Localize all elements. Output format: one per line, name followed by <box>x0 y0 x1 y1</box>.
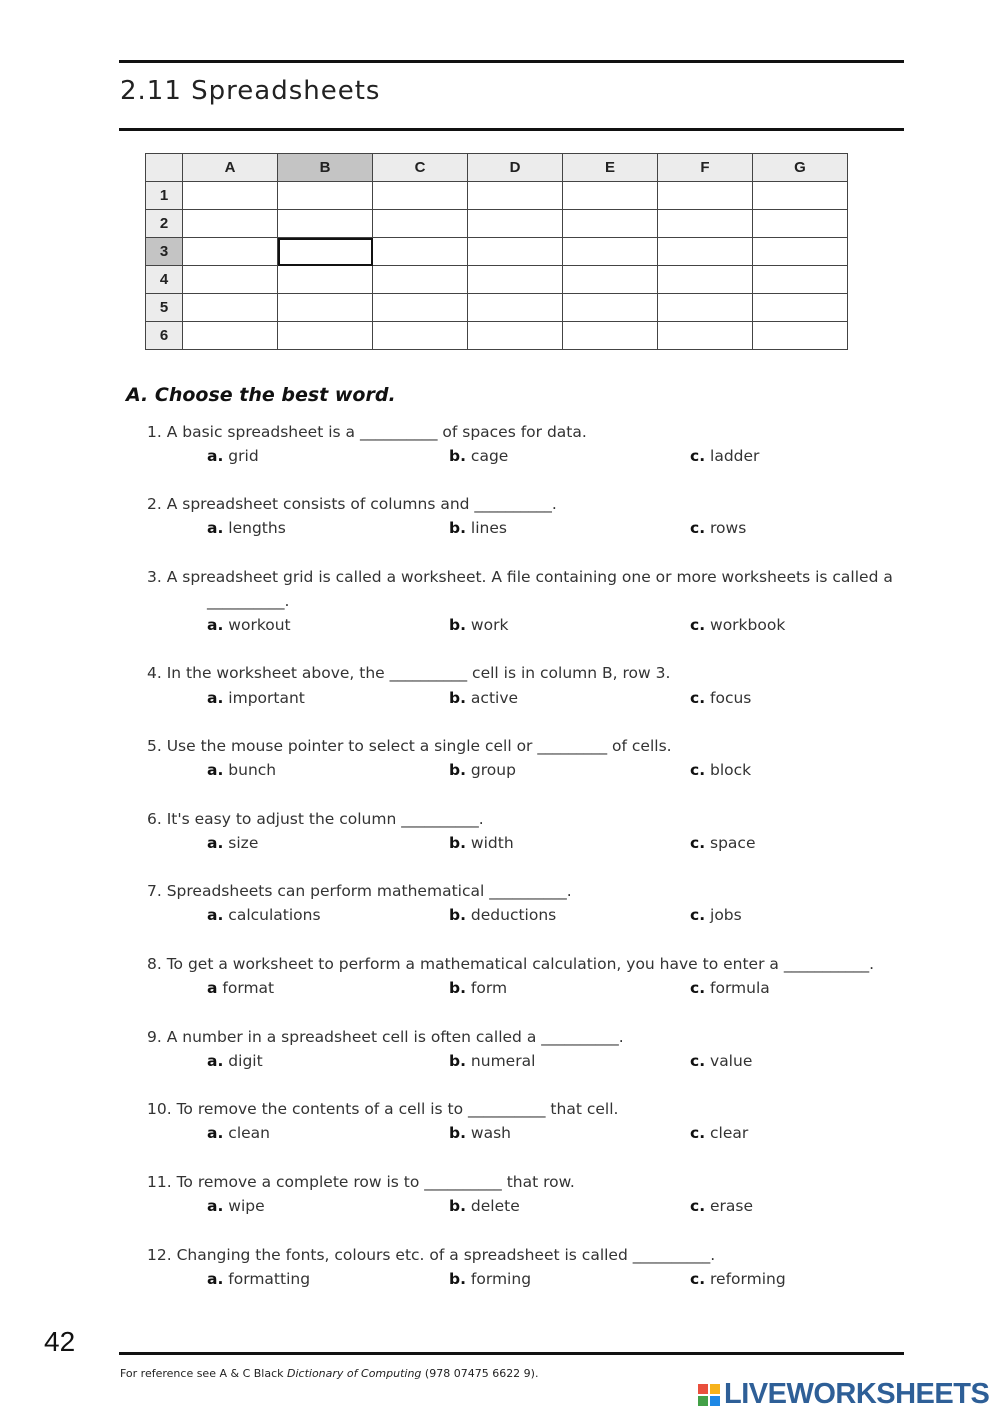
q9-option-a[interactable] <box>207 1052 263 1070</box>
option-letter: c. <box>690 1124 706 1142</box>
cell <box>373 322 468 350</box>
q3-option-a[interactable] <box>207 616 291 634</box>
column-header-g: G <box>753 154 848 182</box>
option-letter: c. <box>690 1052 706 1070</box>
option-word: workout <box>228 616 291 634</box>
option-word: form <box>470 979 508 997</box>
question-12-text: 12. Changing the fonts, colours etc. of a spreadsheet is called __________. <box>147 1246 716 1264</box>
option-letter: a. <box>207 519 224 537</box>
footer-rule <box>119 1352 904 1355</box>
column-header-a: A <box>183 154 278 182</box>
q4-option-b[interactable] <box>449 689 518 707</box>
cell <box>753 182 848 210</box>
cell <box>753 322 848 350</box>
option-letter: b. <box>449 616 466 634</box>
option-word: block <box>710 761 752 779</box>
cell <box>753 238 848 266</box>
option-letter: b. <box>449 1197 466 1215</box>
q12-option-a[interactable] <box>207 1270 310 1288</box>
cell <box>183 238 278 266</box>
option-word: bunch <box>228 761 277 779</box>
q2-option-a[interactable] <box>207 519 286 537</box>
column-header-row <box>146 154 848 182</box>
cell <box>658 238 753 266</box>
cell <box>658 182 753 210</box>
option-word: focus <box>710 689 752 707</box>
q4-option-c[interactable] <box>690 689 751 707</box>
option-word: calculations <box>228 906 321 924</box>
option-letter: b. <box>449 979 466 997</box>
logo-square <box>698 1396 708 1406</box>
option-word: formatting <box>228 1270 311 1288</box>
q9-option-c[interactable] <box>690 1052 752 1070</box>
page-number: 42 <box>44 1326 76 1357</box>
option-word: cage <box>470 447 509 465</box>
row-header-1: 1 <box>146 182 183 210</box>
option-word: group <box>470 761 516 779</box>
cell <box>658 294 753 322</box>
option-letter: c. <box>690 834 706 852</box>
q11-option-a[interactable] <box>207 1197 265 1215</box>
q1-option-c[interactable] <box>690 447 759 465</box>
option-letter: c. <box>690 1197 706 1215</box>
option-letter: c. <box>690 519 706 537</box>
option-word: digit <box>228 1052 263 1070</box>
cell <box>468 182 563 210</box>
option-word: deductions <box>470 906 557 924</box>
q7-option-c[interactable] <box>690 906 742 924</box>
option-letter: b. <box>449 906 466 924</box>
question-2-text: 2. A spreadsheet consists of columns and __________. <box>147 495 557 513</box>
top-rule <box>119 60 904 63</box>
q10-option-b[interactable] <box>449 1124 511 1142</box>
cell <box>753 266 848 294</box>
cell <box>563 182 658 210</box>
reference-prefix: For reference see A & C Black <box>120 1367 287 1380</box>
option-word: lengths <box>228 519 286 537</box>
option-letter: a. <box>207 447 224 465</box>
q2-option-c[interactable] <box>690 519 746 537</box>
q9-option-b[interactable] <box>449 1052 535 1070</box>
cell <box>563 266 658 294</box>
cell <box>468 294 563 322</box>
question-3-text: 3. A spreadsheet grid is called a worksheet. A file containing one or more worksheets is called a <box>147 568 893 586</box>
cell <box>753 294 848 322</box>
option-letter: b. <box>449 1124 466 1142</box>
cell <box>658 210 753 238</box>
q8-option-a[interactable] <box>207 979 274 997</box>
q8-option-c[interactable] <box>690 979 770 997</box>
reference-note <box>120 1367 538 1380</box>
cell <box>468 210 563 238</box>
cell <box>373 266 468 294</box>
option-letter: a. <box>207 761 224 779</box>
q12-option-b[interactable] <box>449 1270 531 1288</box>
cell <box>658 322 753 350</box>
question-4-text: 4. In the worksheet above, the __________ cell is in column B, row 3. <box>147 664 671 682</box>
option-letter: a <box>207 979 218 997</box>
option-letter: c. <box>690 906 706 924</box>
corner-cell <box>146 154 183 182</box>
option-letter: c. <box>690 447 706 465</box>
q7-option-b[interactable] <box>449 906 556 924</box>
option-letter: c. <box>690 616 706 634</box>
option-letter: a. <box>207 1124 224 1142</box>
q1-option-a[interactable] <box>207 447 259 465</box>
spreadsheet-grid <box>145 153 848 350</box>
cell <box>658 266 753 294</box>
option-word: size <box>228 834 259 852</box>
cell <box>373 210 468 238</box>
cell <box>563 238 658 266</box>
title-rule <box>119 128 904 131</box>
option-word: workbook <box>710 616 786 634</box>
row-header-4: 4 <box>146 266 183 294</box>
cell <box>753 210 848 238</box>
question-3-continuation: __________. <box>207 592 290 610</box>
grid-row <box>146 266 848 294</box>
logo-text: LIVEWORKSHEETS <box>724 1378 990 1410</box>
option-letter: b. <box>449 689 466 707</box>
option-letter: a. <box>207 1197 224 1215</box>
cell <box>278 182 373 210</box>
option-letter: b. <box>449 834 466 852</box>
option-word: work <box>470 616 509 634</box>
logo-square <box>698 1384 708 1394</box>
grid-row <box>146 322 848 350</box>
cell <box>468 238 563 266</box>
option-word: grid <box>228 447 259 465</box>
q10-option-a[interactable] <box>207 1124 270 1142</box>
cell <box>183 210 278 238</box>
option-letter: b. <box>449 447 466 465</box>
cell <box>468 322 563 350</box>
question-6-text: 6. It's easy to adjust the column __________. <box>147 810 484 828</box>
question-5-text: 5. Use the mouse pointer to select a single cell or _________ of cells. <box>147 737 672 755</box>
reference-title: Dictionary of Computing <box>287 1367 422 1380</box>
cell <box>373 238 468 266</box>
cell <box>563 210 658 238</box>
option-word: jobs <box>710 906 742 924</box>
grid-row <box>146 294 848 322</box>
row-header-6: 6 <box>146 322 183 350</box>
cell <box>468 266 563 294</box>
cell <box>183 294 278 322</box>
cell <box>563 294 658 322</box>
option-word: wipe <box>228 1197 265 1215</box>
q11-option-c[interactable] <box>690 1197 753 1215</box>
column-header-d: D <box>468 154 563 182</box>
option-word: wash <box>470 1124 511 1142</box>
logo-squares-icon <box>698 1384 720 1406</box>
cell <box>183 322 278 350</box>
q2-option-b[interactable] <box>449 519 507 537</box>
option-word: width <box>470 834 514 852</box>
q6-option-b[interactable] <box>449 834 514 852</box>
q5-option-b[interactable] <box>449 761 516 779</box>
option-letter: a. <box>207 616 224 634</box>
q3-option-b[interactable] <box>449 616 508 634</box>
grid-row <box>146 210 848 238</box>
q1-option-b[interactable] <box>449 447 508 465</box>
option-word: ladder <box>710 447 760 465</box>
question-9-text: 9. A number in a spreadsheet cell is often called a __________. <box>147 1028 624 1046</box>
q6-option-c[interactable] <box>690 834 756 852</box>
cell <box>373 294 468 322</box>
question-11-text: 11. To remove a complete row is to __________ that row. <box>147 1173 575 1191</box>
liveworksheets-logo[interactable] <box>698 1378 989 1411</box>
cell <box>278 294 373 322</box>
cell <box>373 182 468 210</box>
question-1-text: 1. A basic spreadsheet is a __________ of spaces for data. <box>147 423 587 441</box>
question-8-text: 8. To get a worksheet to perform a mathematical calculation, you have to enter a ___________. <box>147 955 874 973</box>
option-letter: c. <box>690 761 706 779</box>
option-word: forming <box>470 1270 532 1288</box>
cell <box>183 266 278 294</box>
option-word: numeral <box>470 1052 536 1070</box>
reference-suffix: (978 07475 6622 9). <box>421 1367 539 1380</box>
grid-row <box>146 182 848 210</box>
option-letter: a. <box>207 834 224 852</box>
option-word: value <box>710 1052 753 1070</box>
option-word: rows <box>710 519 747 537</box>
option-word: formula <box>710 979 770 997</box>
logo-square <box>710 1384 720 1394</box>
option-word: clean <box>228 1124 270 1142</box>
q12-option-c[interactable] <box>690 1270 786 1288</box>
q8-option-b[interactable] <box>449 979 507 997</box>
page-title: 2.11 Spreadsheets <box>120 76 381 106</box>
option-word: important <box>228 689 305 707</box>
q5-option-a[interactable] <box>207 761 276 779</box>
column-header-b: B <box>278 154 373 182</box>
option-letter: a. <box>207 1270 224 1288</box>
grid-row <box>146 238 848 266</box>
option-letter: a. <box>207 906 224 924</box>
option-letter: c. <box>690 1270 706 1288</box>
option-letter: b. <box>449 1270 466 1288</box>
row-header-5: 5 <box>146 294 183 322</box>
option-letter: b. <box>449 1052 466 1070</box>
option-word: clear <box>710 1124 749 1142</box>
option-word: format <box>222 979 275 997</box>
q7-option-a[interactable] <box>207 906 321 924</box>
option-letter: c. <box>690 689 706 707</box>
q4-option-a[interactable] <box>207 689 305 707</box>
option-word: lines <box>470 519 507 537</box>
option-letter: a. <box>207 689 224 707</box>
row-header-3: 3 <box>146 238 183 266</box>
q10-option-c[interactable] <box>690 1124 748 1142</box>
option-letter: a. <box>207 1052 224 1070</box>
option-word: reforming <box>710 1270 786 1288</box>
row-header-2: 2 <box>146 210 183 238</box>
option-word: erase <box>710 1197 754 1215</box>
option-letter: b. <box>449 761 466 779</box>
column-header-e: E <box>563 154 658 182</box>
cell <box>563 322 658 350</box>
cell <box>278 266 373 294</box>
section-title: A. Choose the best word. <box>126 384 396 406</box>
column-header-f: F <box>658 154 753 182</box>
option-letter: c. <box>690 979 706 997</box>
option-letter: b. <box>449 519 466 537</box>
option-word: delete <box>470 1197 520 1215</box>
q5-option-c[interactable] <box>690 761 751 779</box>
q3-option-c[interactable] <box>690 616 785 634</box>
q6-option-a[interactable] <box>207 834 258 852</box>
q11-option-b[interactable] <box>449 1197 520 1215</box>
logo-square <box>710 1396 720 1406</box>
active-cell <box>278 238 373 266</box>
option-word: active <box>470 689 519 707</box>
question-10-text: 10. To remove the contents of a cell is to __________ that cell. <box>147 1100 619 1118</box>
cell <box>278 210 373 238</box>
option-word: space <box>710 834 756 852</box>
question-7-text: 7. Spreadsheets can perform mathematical __________. <box>147 882 572 900</box>
cell <box>278 322 373 350</box>
cell <box>183 182 278 210</box>
column-header-c: C <box>373 154 468 182</box>
